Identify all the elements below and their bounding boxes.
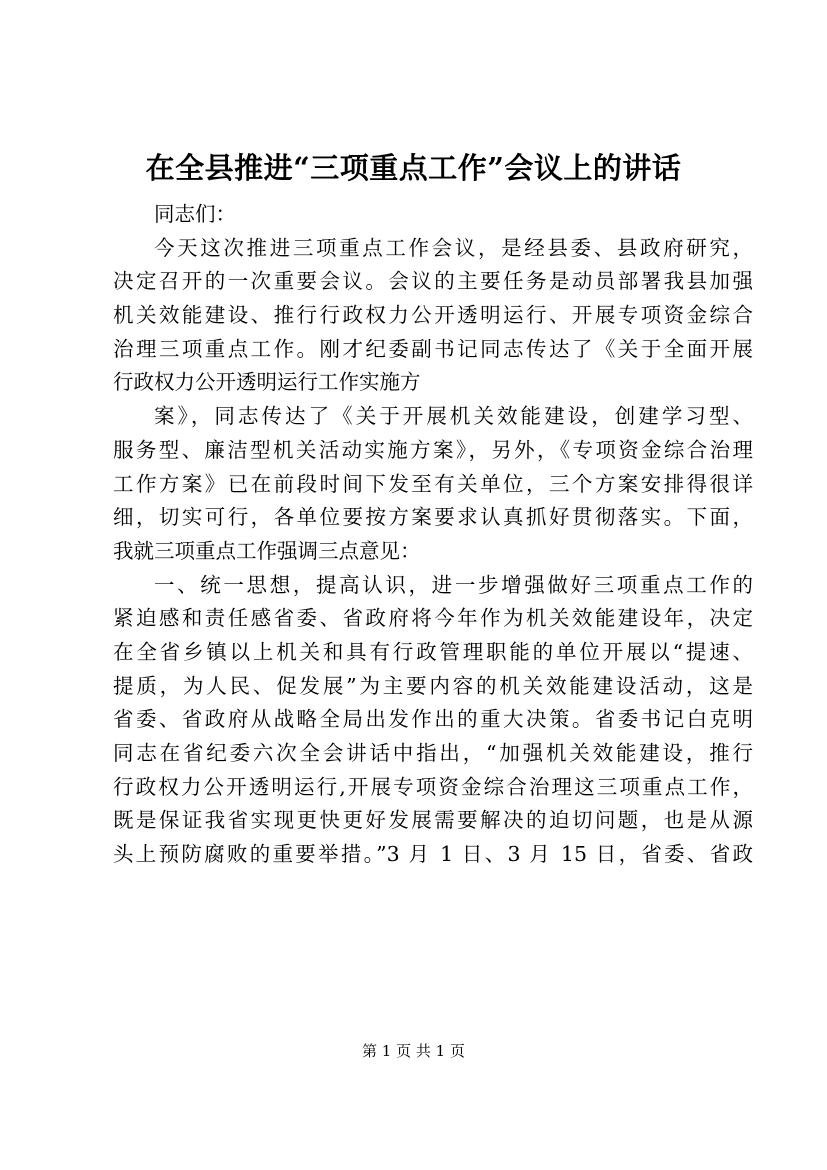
document-title: 在全县推进“三项重点工作”会议上的讲话 [145, 151, 682, 185]
body-line: 同志在省纪委六次全会讲话中指出，“加强机关效能建设，推行 [113, 741, 753, 765]
body-line: 行政权力公开透明运行工作实施方 [113, 370, 421, 395]
body-line: 在全省乡镇以上机关和具有行政管理职能的单位开展以“提速、 [113, 639, 753, 664]
document-body [113, 198, 753, 872]
body-line: 服务型、廉洁型机关活动实施方案》，另外，《专项资金综合治理 [113, 437, 753, 462]
body-line: 省委、省政府从战略全局出发作出的重大决策。省委书记白克明 [113, 707, 753, 732]
body-line: 我就三项重点工作强调三点意见： [113, 538, 421, 563]
page-footer: 第 1 页 共 1 页 [362, 1042, 465, 1060]
body-line: 同志们： [154, 202, 236, 226]
body-line: 一、统一思想，提高认识，进一步增强做好三项重点工作的 [154, 572, 753, 597]
body-line: 既是保证我省实现更快更好发展需要解决的迫切问题，也是从源 [113, 808, 753, 833]
body-line: 机关效能建设、推行行政权力公开透明运行、开展专项资金综合 [113, 303, 753, 328]
body-line: 紧迫感和责任感省委、省政府将今年作为机关效能建设年，决定 [113, 606, 753, 631]
body-line: 案》，同志传达了《关于开展机关效能建设，创建学习型、 [154, 404, 753, 429]
body-line: 今天这次推进三项重点工作会议，是经县委、县政府研究， [154, 235, 753, 260]
body-line: 行政权力公开透明运行,开展专项资金综合治理这三项重点工作， [113, 774, 753, 799]
body-line: 头上预防腐败的重要举措。”3 月 1 日、3 月 15 日，省委、省政 [113, 842, 753, 867]
body-line: 细，切实可行，各单位要按方案要求认真抓好贯彻落实。下面， [113, 505, 753, 530]
body-line: 治理三项重点工作。刚才纪委副书记同志传达了《关于全面开展 [113, 336, 753, 361]
body-line: 提质，为人民、促发展”为主要内容的机关效能建设活动，这是 [113, 673, 753, 698]
body-line: 工作方案》已在前段时间下发至有关单位，三个方案安排得很详 [113, 471, 753, 496]
body-line: 决定召开的一次重要会议。会议的主要任务是动员部署我县加强 [113, 269, 753, 294]
